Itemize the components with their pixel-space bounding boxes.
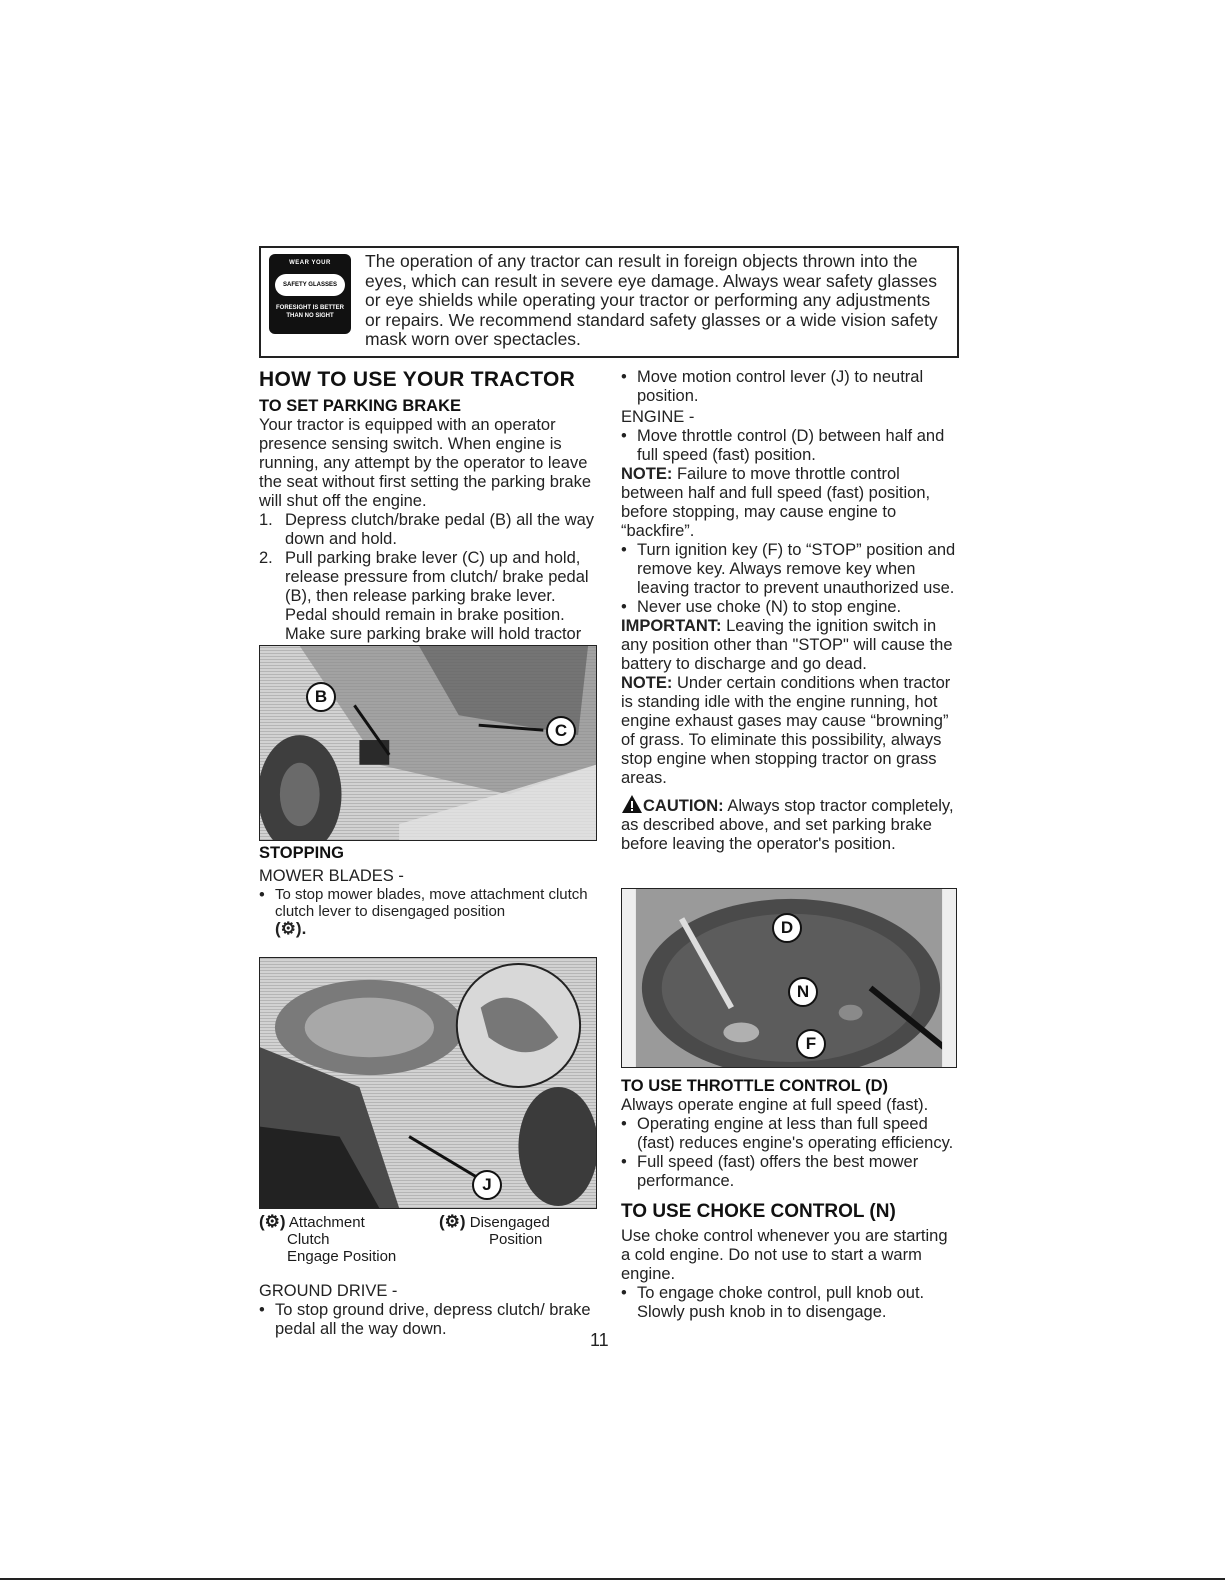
logo-bottom-text: FORESIGHT IS BETTER THAN NO SIGHT [275,305,344,319]
choke-intro: Use choke control whenever you are starting a cold engine. Do not use to start a warm engine. [621,1227,948,1283]
engage-legend: (⚙) Attachment Clutch Engage Position [259,1212,397,1265]
parking-brake-photo [259,645,597,841]
safety-warning-text: The operation of any tractor can result in foreign objects thrown into the eyes, which can result in severe eye damage. Always wear safety glasses or eye shields while operating your tractor or performing any adjustments or repairs. We recommend standard safety glasses or a wide vision safety mask worn over spectacles. [365,251,938,349]
dashboard-controls-photo [621,888,957,1068]
callout-j: J [472,1170,502,1200]
list-item: 2. Pull parking brake lever (C) up and hold, release pressure from clutch/ brake pedal (B), then release parking brake lever. Pedal should remain in brake position. Make sure parking brake will hold tractor [259,549,589,643]
list-item: • Move motion control lever (J) to neutral position. [621,368,924,405]
list-item: • Operating engine at less than full speed (fast) reduces engine's operating efficiency. [621,1115,954,1152]
attachment-clutch-photo [259,957,597,1209]
choke-heading: TO USE CHOKE CONTROL (N) [621,1201,896,1222]
note-browning: NOTE: Under certain conditions when tractor is standing idle with the engine running, hot engine exhaust gases may cause “browning” of grass. To eliminate this possibility, always stop engine when stopping tractor on grass areas. [621,674,951,787]
disengage-symbol-icon: (⚙) [439,1212,466,1231]
mower-blades-list [259,886,601,938]
callout-b: B [306,682,336,712]
engage-symbol-icon: (⚙) [259,1212,286,1231]
safety-warning-box [259,246,959,358]
throttle-intro: Always operate engine at full speed (fast). [621,1096,929,1114]
tractor-illustration [260,646,596,840]
callout-c: C [546,716,576,746]
glasses-icon: SAFETY GLASSES [275,274,345,296]
bottom-divider [0,1578,1225,1580]
stopping-section [259,843,601,938]
neutral-list [621,368,961,406]
disengage-legend: (⚙) Disengaged Position [439,1212,550,1248]
parking-brake-intro: Your tractor is equipped with an operator presence sensing switch. When engine is running, any attempt by the operator to leave the seat without first setting the parking brake will shut off the engine. [259,416,592,510]
note-backfire: NOTE: Failure to move throttle control between half and full speed (fast) position, before stopping, may cause engine to “backfire”. [621,465,931,540]
ignition-list [621,541,961,617]
stopping-heading: STOPPING [259,844,344,862]
important-note: IMPORTANT: Leaving the ignition switch in any position other than "STOP" will cause the battery to discharge and go dead. [621,617,953,673]
list-item: • Never use choke (N) to stop engine. [621,598,902,616]
disengage-symbol-icon: (⚙). [275,919,307,938]
list-item: • Full speed (fast) offers the best mower performance. [621,1153,919,1190]
throttle-heading: TO USE THROTTLE CONTROL (D) [621,1077,889,1095]
callout-d: D [772,913,802,943]
left-column [259,368,601,663]
list-item: • Turn ignition key (F) to “STOP” position and remove key. Always remove key when leaving tractor to prevent unauthorized use. [621,541,956,597]
clutch-legend [259,1213,601,1273]
engine-list [621,427,961,465]
steering-wheel-illustration [260,958,596,1208]
page-title: HOW TO USE YOUR TRACTOR [259,368,576,391]
list-item: • Move throttle control (D) between half and full speed (fast) position. [621,427,945,464]
list-item: • To stop mower blades, move attachment clutch clutch lever to disengaged position (⚙). [259,886,588,938]
list-item: • To engage choke control, pull knob out. Slowly push knob in to disengage. [621,1284,925,1321]
controls-section [621,1076,961,1322]
ground-drive-label: GROUND DRIVE - [259,1282,398,1300]
safety-glasses-logo [269,254,351,334]
logo-top-text: WEAR YOUR [289,260,331,266]
mower-blades-label: MOWER BLADES - [259,867,404,885]
warning-triangle-icon [621,794,643,814]
parking-brake-steps [259,511,601,663]
right-column [621,368,961,854]
ground-drive-list [259,1301,601,1339]
callout-f: F [796,1029,826,1059]
engine-label: ENGINE - [621,408,695,426]
throttle-list [621,1115,961,1191]
caution-note: CAUTION: Always stop tractor completely, as described above, and set parking brake before leaving the operator's position. [621,794,961,854]
callout-n: N [788,977,818,1007]
parking-brake-heading: TO SET PARKING BRAKE [259,397,461,415]
list-item: 1. Depress clutch/brake pedal (B) all the way down and hold. [259,511,595,548]
list-item: • To stop ground drive, depress clutch/ brake pedal all the way down. [259,1301,591,1338]
choke-list [621,1284,961,1322]
ground-drive-section [259,1282,601,1339]
page-number: 11 [590,1330,609,1350]
